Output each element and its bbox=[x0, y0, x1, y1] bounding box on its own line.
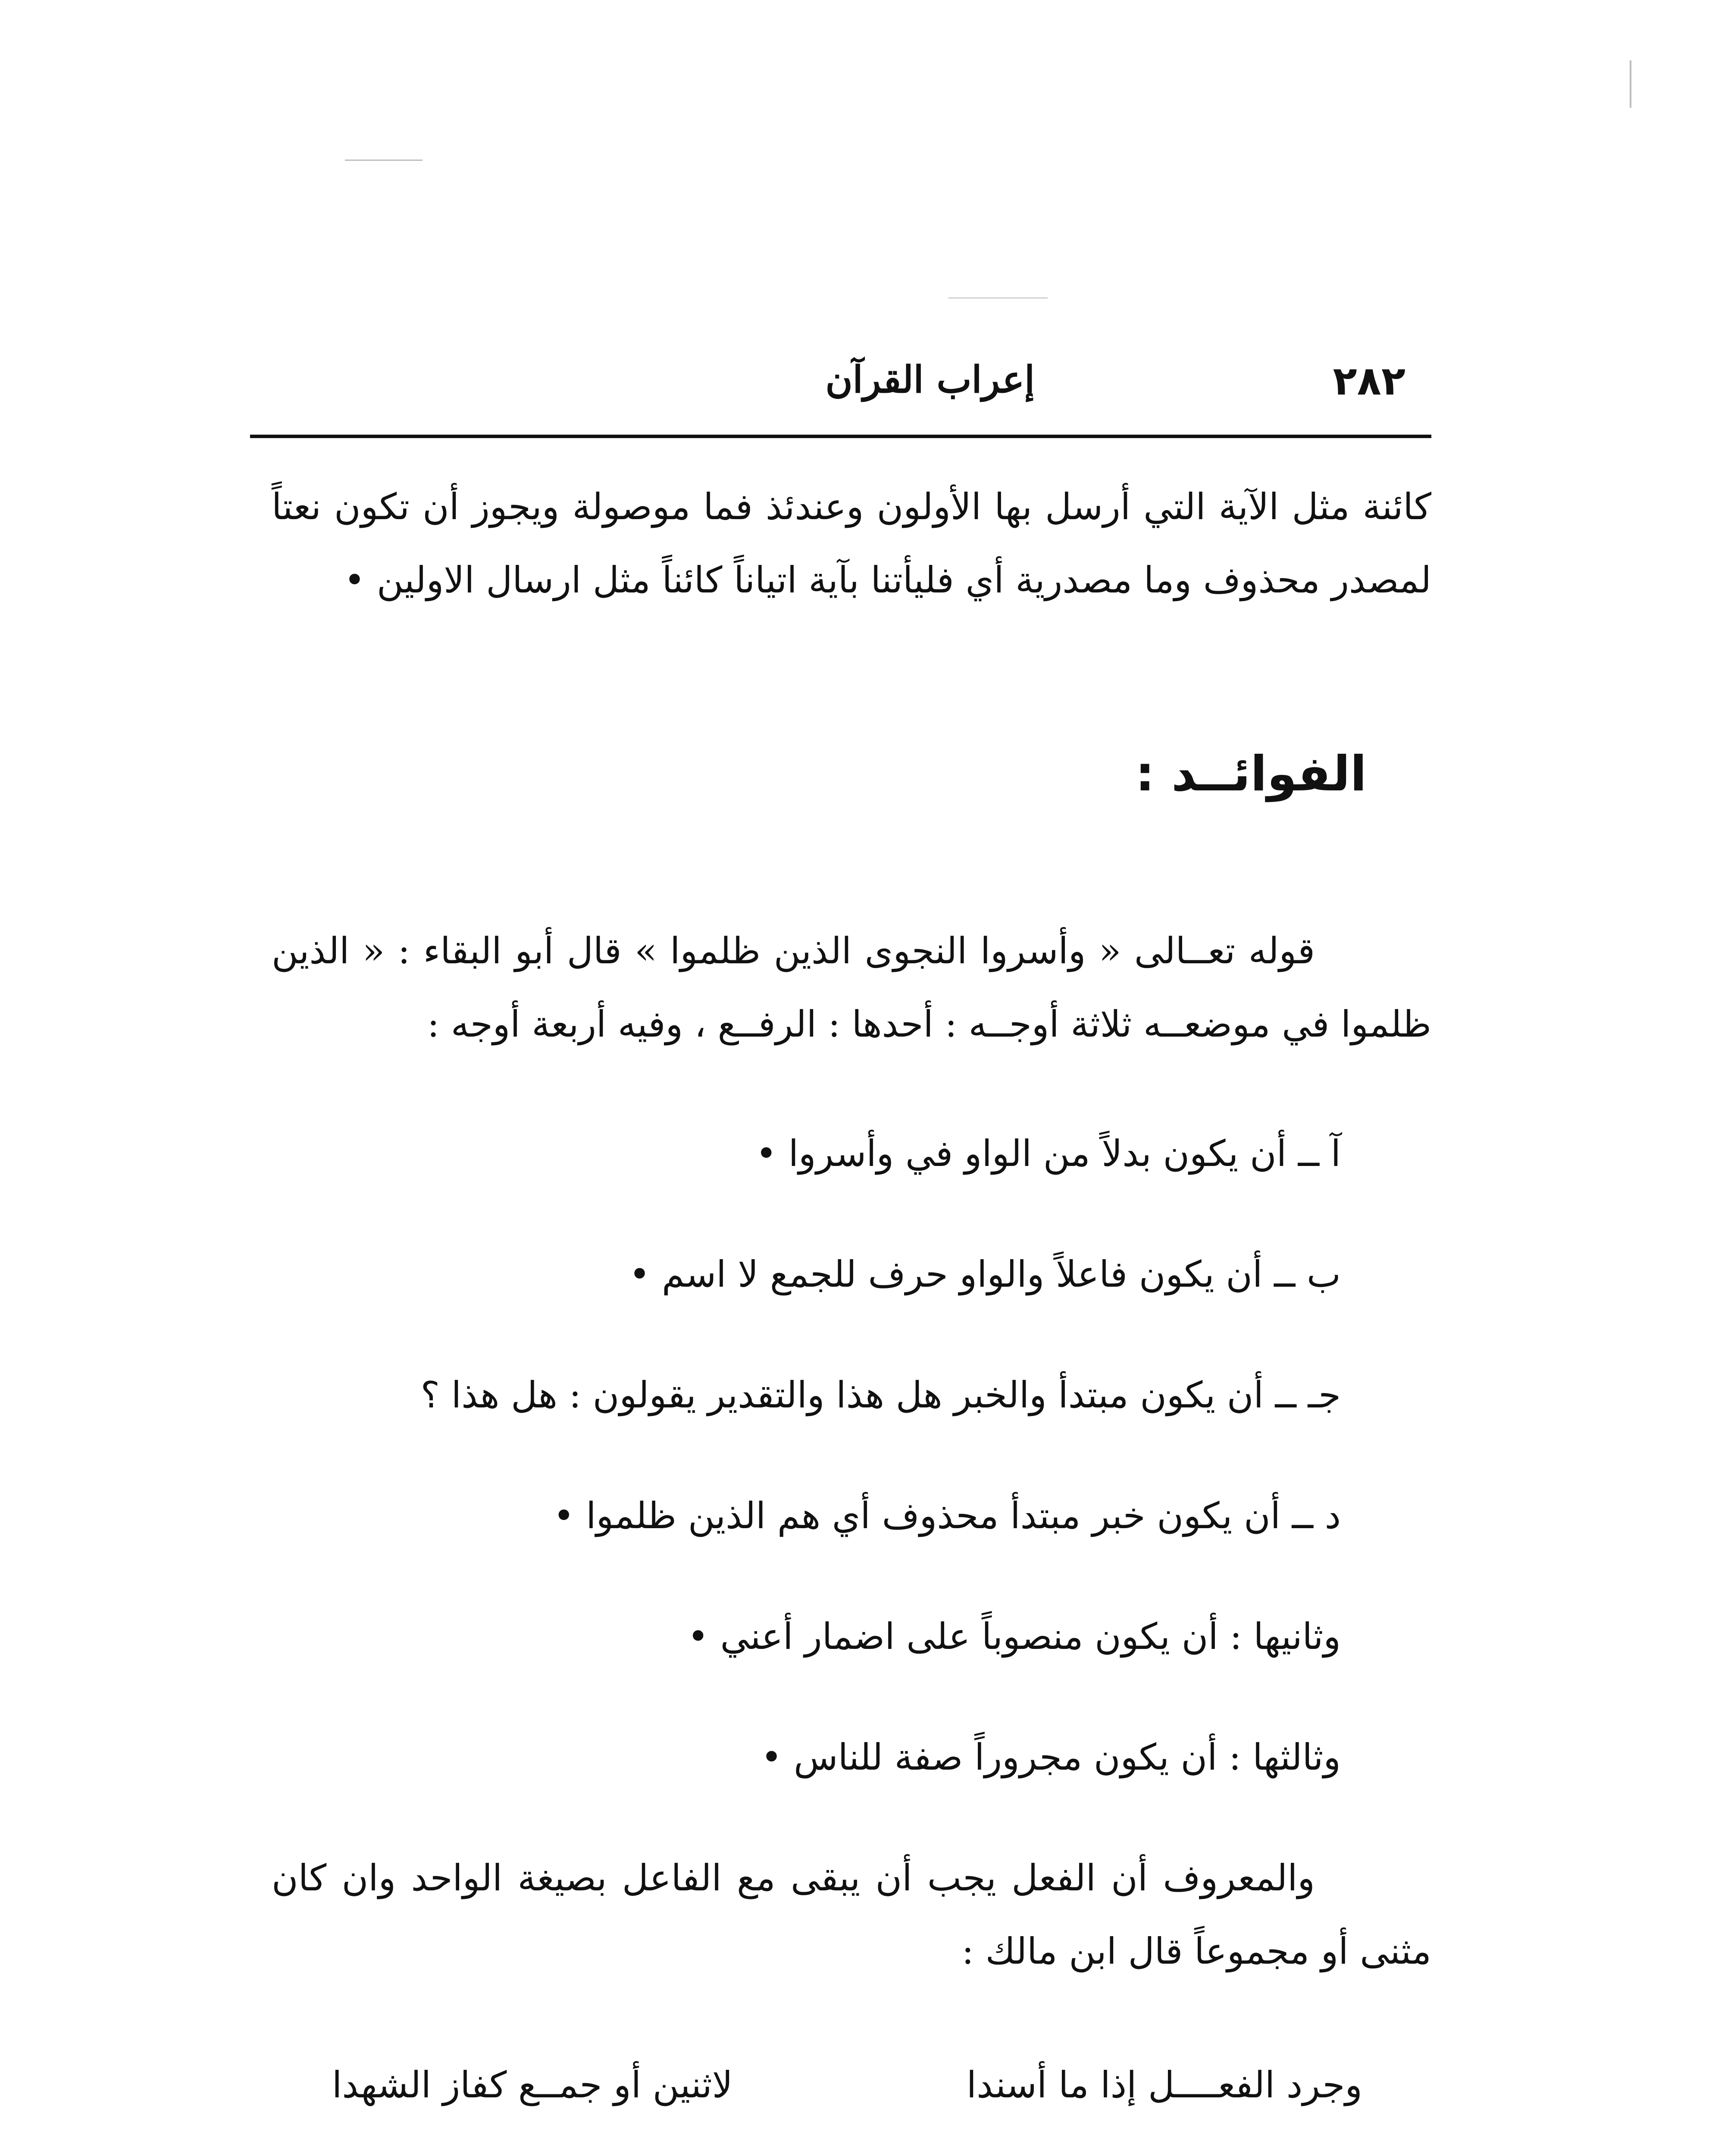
list-item: ب ــ أن يكون فاعلاً والواو حرف للجمع لا اسم • bbox=[629, 1253, 1341, 1295]
page-number: ٢٨٢ bbox=[1333, 358, 1405, 404]
second-case: وثانيها : أن يكون منصوباً على اضمار أعني • bbox=[687, 1615, 1341, 1658]
poetry-verse bbox=[332, 2048, 1362, 2122]
scan-mark bbox=[345, 160, 423, 161]
third-case: وثالثها : أن يكون مجروراً صفة للناس • bbox=[761, 1736, 1341, 1778]
quote-paragraph: قوله تعــالى « وأسروا النجوى الذين ظلموا » قال أبو البقاء : « الذين ظلموا في موضعــه ثلاثة أوجــه : أحدها : الرفــع ، وفيه أربعة أوجه : bbox=[272, 930, 1431, 1045]
page-body bbox=[272, 470, 1431, 2156]
section-heading: الفوائــد : bbox=[1135, 746, 1367, 802]
page-header bbox=[250, 354, 1431, 418]
intro-paragraph: كائنة مثل الآية التي أرسل بها الأولون وعندئذ فما موصولة ويجوز أن تكون نعتاً لمصدر محذوف وما مصدرية أي فليأتنا بآية اتياناً كائناً مثل ارسال الاولين • bbox=[272, 486, 1431, 601]
scan-mark bbox=[1630, 60, 1631, 108]
options-list bbox=[272, 1117, 1431, 1552]
running-title: إعراب القرآن bbox=[825, 358, 1035, 401]
rule-paragraph: والمعروف أن الفعل يجب أن يبقى مع الفاعل بصيغة الواحد وان كان مثنى أو مجموعاً قال ابن مالك : bbox=[272, 1857, 1431, 1972]
header-rule bbox=[250, 435, 1431, 438]
list-item: جـ ــ أن يكون مبتدأ والخبر هل هذا والتقدير يقولون : هل هذا ؟ bbox=[420, 1374, 1341, 1416]
verse-first-hemistich: وجرد الفعــــل إذا ما أسندا bbox=[966, 2064, 1362, 2106]
verse-second-hemistich: لاثنين أو جمــع كفاز الشهدا bbox=[332, 2064, 733, 2106]
list-item: د ــ أن يكون خبر مبتدأ محذوف أي هم الذين ظلموا • bbox=[553, 1495, 1341, 1537]
list-item: آ ــ أن يكون بدلاً من الواو في وأسروا • bbox=[755, 1132, 1341, 1175]
